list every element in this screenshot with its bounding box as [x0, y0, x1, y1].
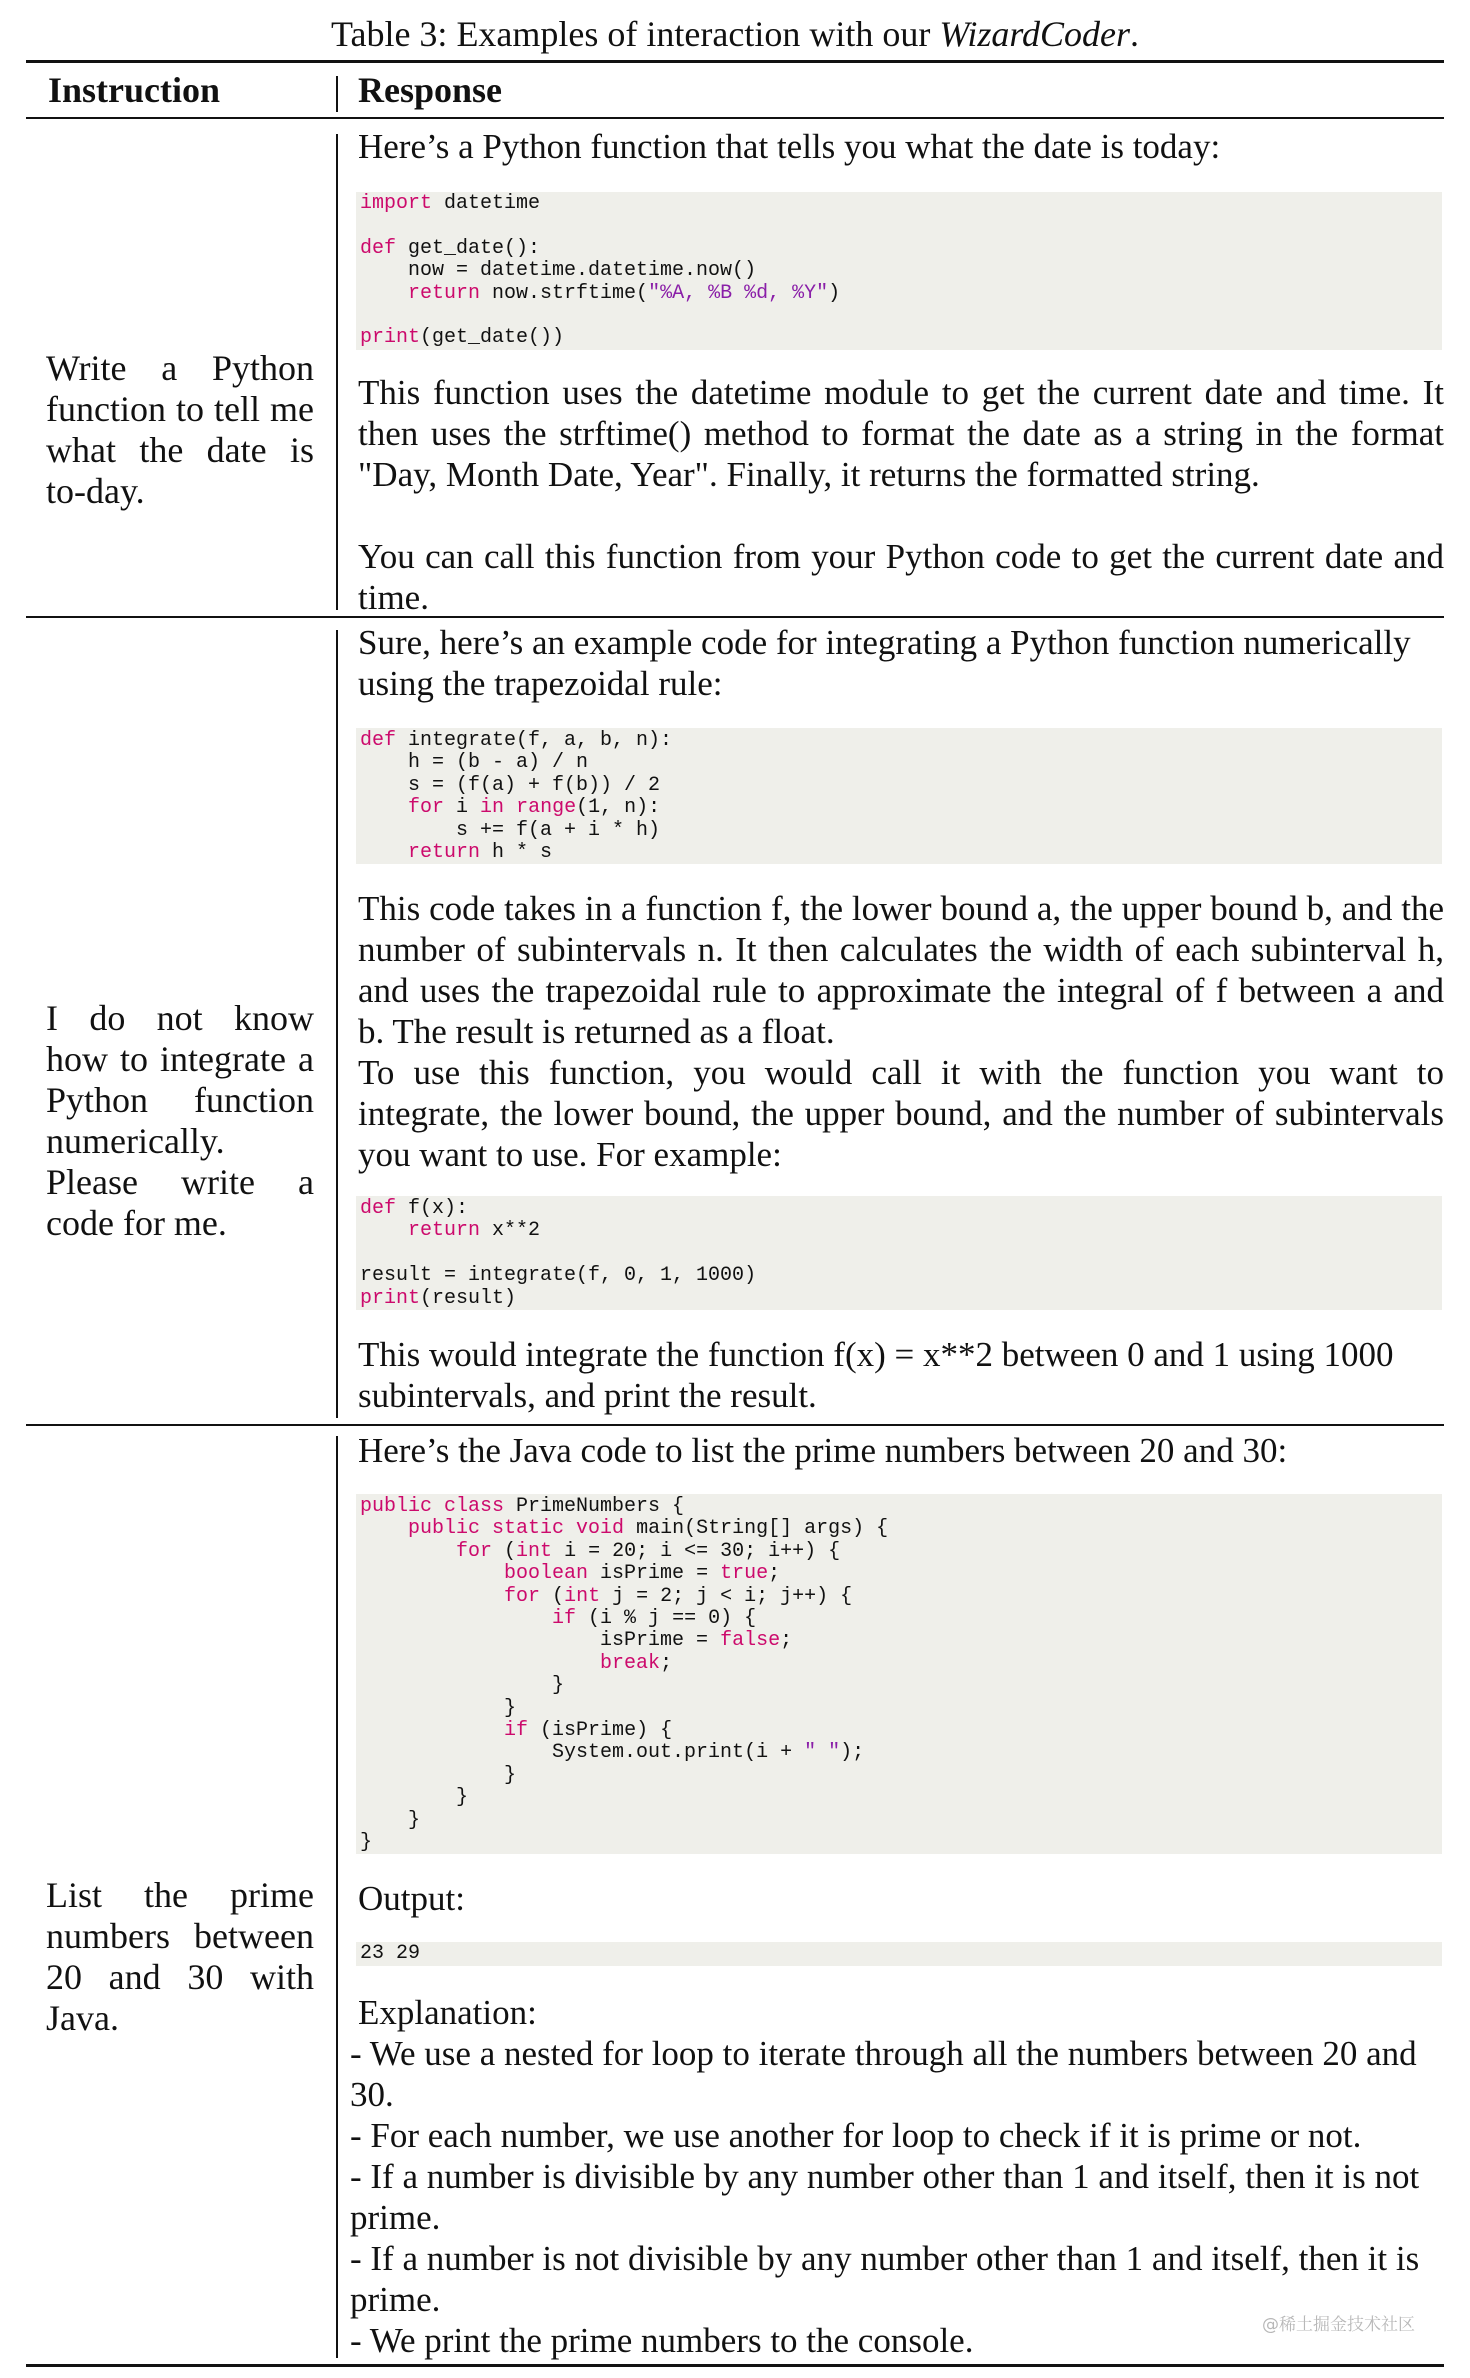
- code-line: if (isPrime) {: [504, 1719, 673, 1743]
- row1-instruction: Write a Python function to tell me what the date is to-day.: [46, 348, 314, 511]
- code-line: }: [360, 1763, 517, 1787]
- code-line: return h * s: [408, 841, 553, 865]
- row1-intro: Here’s a Python function that tells you what the date is today:: [358, 127, 1221, 166]
- code-line: [360, 214, 372, 237]
- code-line: }: [360, 1674, 565, 1698]
- row3-output-label: Output:: [358, 1879, 465, 1918]
- explanation-bullet-1: - We use a nested for loop to iterate through all the numbers between 20 and 30.: [350, 2034, 1417, 2114]
- row2-paragraph-2: To use this function, you would call it with the function you want to integrate, the lower bound, the upper bound, and the number of subintervals you want to use. For example:: [358, 1053, 1444, 1174]
- row3-code-block: [356, 1494, 1442, 1854]
- row1-code-block: [356, 192, 1442, 350]
- code-line: for i in range(1, n):: [408, 796, 661, 820]
- header-column-divider: [336, 76, 338, 112]
- row2-instruction: I do not know how to integrate a Python function numerically. Please write a code for me.: [46, 998, 314, 1243]
- code-line: [360, 1242, 372, 1265]
- row3-instruction: List the prime numbers between 20 and 30 with Java.: [46, 1875, 314, 2038]
- row3-column-divider: [336, 1436, 338, 2358]
- code-line: for (int j = 2; j < i; j++) {: [504, 1584, 853, 1608]
- row-separator-2: [26, 1424, 1444, 1426]
- explanation-bullet-5: - We print the prime numbers to the console.: [350, 2321, 974, 2360]
- code-line: }: [360, 1696, 517, 1720]
- row1-column-divider: [336, 134, 338, 610]
- header-rule: [26, 117, 1444, 119]
- code-line: now = datetime.datetime.now(): [360, 259, 757, 283]
- code-line: for (int i = 20; i <= 30; i++) {: [456, 1539, 841, 1563]
- table-bottom-rule: [26, 2364, 1444, 2367]
- row1-paragraph-1: This function uses the datetime module to get the current date and time. It then uses the strftime() method to format the date as a string in the format "Day, Month Date, Year". Finally, it returns the formatted string.: [358, 373, 1444, 494]
- row2-paragraph-1: This code takes in a function f, the lower bound a, the upper bound b, and the number of subintervals n. It then calculates the width of each subinterval h, and uses the trapezoidal rule to approximate the integral of f between a and b. The result is returned as a float.: [358, 889, 1444, 1051]
- response-header: Response: [358, 70, 503, 110]
- code-line: def integrate(f, a, b, n):: [360, 729, 673, 752]
- code-line: print(result): [360, 1286, 517, 1310]
- row2-column-divider: [336, 630, 338, 1418]
- code-line: }: [360, 1808, 421, 1832]
- instruction-header: Instruction: [48, 70, 221, 110]
- code-line: System.out.print(i + " ");: [360, 1741, 865, 1765]
- site-watermark: @稀土掘金技术社区: [1262, 2315, 1415, 2335]
- explanation-bullet-3: - If a number is divisible by any number other than 1 and itself, then it is not prime.: [350, 2157, 1420, 2237]
- code-line: def get_date():: [360, 236, 541, 260]
- code-line: if (i % j == 0) {: [552, 1607, 757, 1631]
- table-caption: [0, 12, 1470, 56]
- row2-code-block-2: [356, 1196, 1442, 1310]
- code-line: isPrime = false;: [360, 1629, 793, 1653]
- caption-model-name: WizardCoder: [939, 14, 1130, 54]
- row2-response-text: [358, 888, 1444, 1175]
- row2-paragraph-3: This would integrate the function f(x) = x**2 between 0 and 1 using 1000 subintervals, and print the result.: [358, 1335, 1394, 1415]
- code-line: return x**2: [408, 1219, 541, 1243]
- code-line: return now.strftime("%A, %B %d, %Y"): [408, 281, 841, 305]
- row3-explanation-label: Explanation:: [358, 1993, 537, 2032]
- table-top-rule: [26, 60, 1444, 63]
- code-line: break;: [600, 1651, 673, 1675]
- code-line: print(get_date()): [360, 326, 565, 350]
- code-line: [360, 304, 372, 327]
- code-line: public static void main(String[] args) {: [408, 1517, 889, 1541]
- caption-prefix: Table 3: Examples of interaction with our: [331, 14, 940, 54]
- code-line: h = (b - a) / n: [360, 751, 589, 775]
- row2-code-block-1: [356, 728, 1442, 864]
- caption-suffix: .: [1130, 14, 1139, 54]
- explanation-bullet-2: - For each number, we use another for loop to check if it is prime or not.: [350, 2116, 1362, 2155]
- code-line: public class PrimeNumbers {: [360, 1495, 685, 1518]
- code-line: }: [360, 1786, 469, 1810]
- code-line: boolean isPrime = true;: [504, 1562, 781, 1586]
- code-line: import datetime: [360, 192, 541, 215]
- row1-response-text: [358, 372, 1444, 618]
- code-line: result = integrate(f, 0, 1, 1000): [360, 1264, 757, 1288]
- code-line: def f(x):: [360, 1197, 469, 1220]
- row3-output-block: 23 29: [356, 1942, 1442, 1966]
- row1-paragraph-2: You can call this function from your Python code to get the current date and time.: [358, 537, 1444, 617]
- explanation-bullet-4: - If a number is not divisible by any number other than 1 and itself, then it is prime.: [350, 2239, 1420, 2319]
- code-line: s = (f(a) + f(b)) / 2: [360, 773, 661, 797]
- code-line: s += f(a + i * h): [360, 818, 661, 842]
- row3-intro: Here’s the Java code to list the prime numbers between 20 and 30:: [358, 1431, 1288, 1470]
- code-line: }: [360, 1831, 373, 1855]
- row2-intro: Sure, here’s an example code for integrating a Python function numerically using the trapezoidal rule:: [358, 623, 1411, 703]
